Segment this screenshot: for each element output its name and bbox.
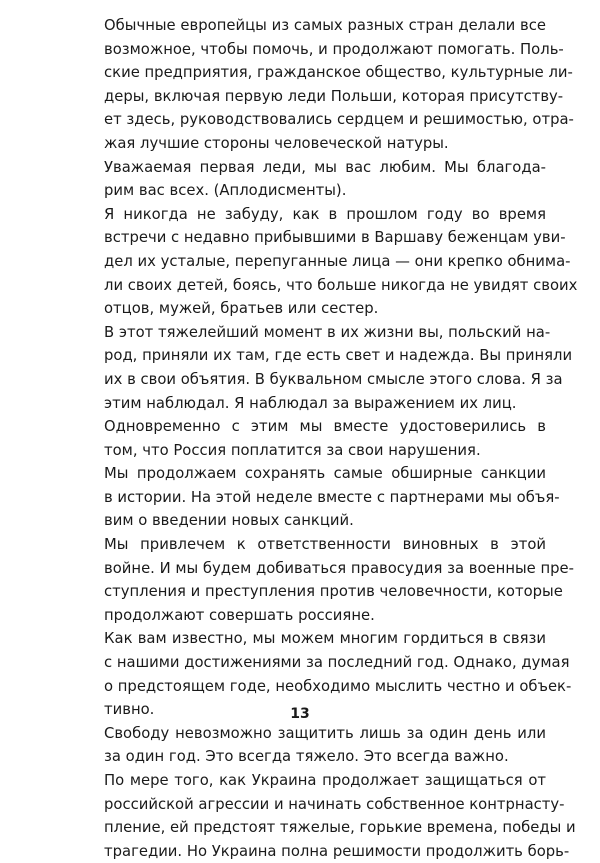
text-line: трагедии. Но Украина полна решимости продолжить борь- [104, 842, 570, 860]
text-line: продолжают совершать россияне. [104, 606, 375, 624]
text-line: дел их усталые, перепуганные лица — они крепко обнима- [104, 252, 571, 270]
paragraph [80, 462, 560, 533]
text-line: тивно. [104, 701, 155, 719]
text-line: Одновременно с этим мы вместе удостоверились в [104, 418, 546, 436]
paragraph [80, 203, 578, 321]
page-number: 13 [290, 706, 310, 722]
text-line: отцов, мужей, братьев или сестер. [104, 300, 379, 318]
text-line: рим вас всех. (Аплодисменты). [104, 182, 347, 200]
page-body [80, 14, 578, 863]
text-line: возможное, чтобы помочь, и продолжают помогать. Поль- [104, 40, 564, 58]
text-line: Мы привлечем к ответственности виновных в этой [104, 536, 546, 554]
text-line: Свободу невозможно защитить лишь за один день или [104, 724, 546, 742]
text-line: войне. И мы будем добиваться правосудия за военные пре- [104, 559, 574, 577]
text-line: этим наблюдал. Я наблюдал за выражением их лиц. [104, 394, 517, 412]
paragraph [80, 14, 574, 156]
paragraph [80, 156, 546, 203]
text-line: Обычные европейцы из самых разных стран делали все [104, 17, 546, 34]
text-line: Уважаемая первая леди, мы вас любим. Мы благода- [104, 158, 546, 176]
text-line: род, приняли их там, где есть свет и надежда. Вы приняли [104, 347, 573, 365]
text-line: ские предприятия, гражданское общество, культурные ли- [104, 64, 573, 82]
text-line: их в свои объятия. В буквальном смысле этого слова. Я за [104, 370, 563, 388]
text-line: в истории. На этой неделе вместе с партнерами мы объя- [104, 488, 560, 506]
text-line: пление, ей предстоят тяжелые, горькие времена, победы и [104, 819, 576, 837]
paragraph [80, 321, 573, 415]
text-line: деры, включая первую леди Польши, которая присутству- [104, 87, 564, 105]
text-line: ли своих детей, боясь, что больше никогда не увидят своих [104, 276, 578, 294]
text-line: том, что Россия поплатится за свои нарушения. [104, 441, 481, 459]
text-line: жая лучшие стороны человеческой натуры. [104, 134, 449, 152]
text-line: встречи с недавно прибывшими в Варшаву беженцам уви- [104, 229, 566, 247]
paragraph [80, 533, 574, 627]
text-line: Мы продолжаем сохранять самые обширные санкции [104, 465, 546, 483]
text-line: Я никогда не забуду, как в прошлом году во время [104, 205, 546, 223]
text-line: с нашими достижениями за последний год. Однако, думая [104, 654, 570, 672]
text-line: В этот тяжелейший момент в их жизни вы, польский на- [104, 323, 551, 341]
text-line: о предстоящем годе, необходимо мыслить честно и объек- [104, 677, 572, 695]
text-line: По мере того, как Украина продолжает защищаться от [104, 772, 546, 789]
paragraph [80, 415, 546, 462]
text-line: Как вам известно, мы можем многим гордиться в связи [104, 630, 546, 648]
text-line: ступления и преступления против человечности, которые [104, 583, 563, 601]
paragraph [80, 769, 576, 863]
text-line: за один год. Это всегда тяжело. Это всегда важно. [104, 748, 509, 766]
text-line: ет здесь, руководствовались сердцем и решимостью, отра- [104, 111, 574, 129]
text-line: российской агрессии и начинать собственное контрнасту- [104, 795, 565, 813]
paragraph [80, 722, 546, 769]
text-line: вим о введении новых санкций. [104, 512, 354, 530]
